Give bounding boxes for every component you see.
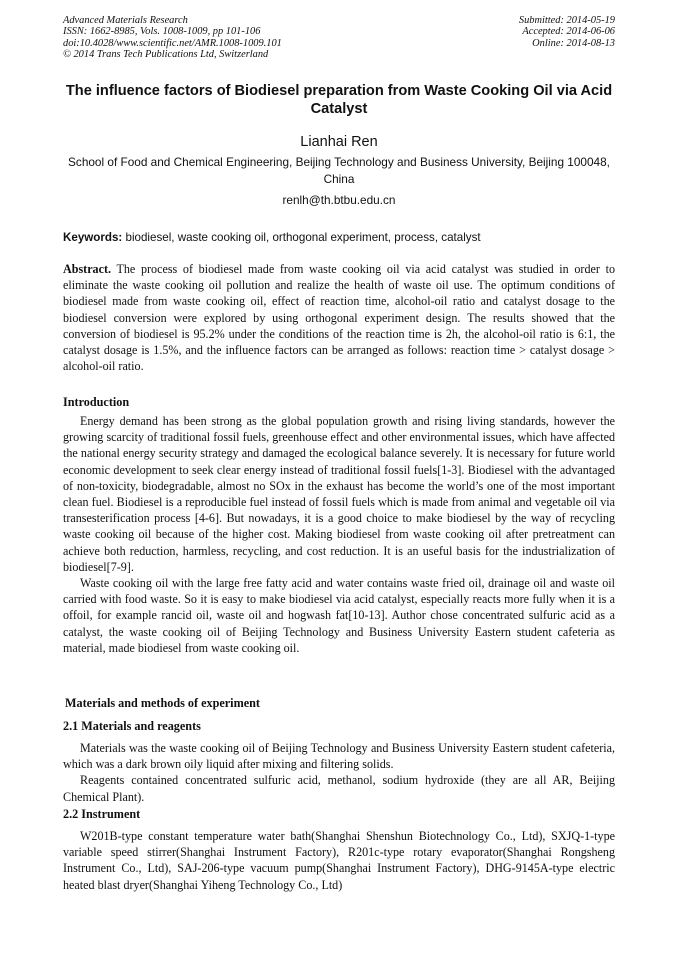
journal-copyright: © 2014 Trans Tech Publications Ltd, Switzerland [63, 48, 269, 60]
materials-body [63, 740, 615, 805]
abstract [63, 261, 615, 374]
instrument-body [63, 828, 615, 893]
keywords-text: biodiesel, waste cooking oil, orthogonal experiment, process, catalyst [122, 231, 481, 244]
paper-title: The influence factors of Biodiesel preparation from Waste Cooking Oil via Acid Catalyst [65, 83, 613, 117]
author-email[interactable]: renlh@th.btbu.edu.cn [282, 193, 396, 207]
materials-paragraph: Materials was the waste cooking oil of Beijing Technology and Business University Eastern student cafeteria, which was a dark brown oily liquid after mixing and filtering solids. [63, 741, 615, 772]
author-name: Lianhai Ren [300, 134, 378, 150]
section-heading-methods: Materials and methods of experiment [65, 696, 260, 710]
journal-name: Advanced Materials Research [63, 15, 188, 26]
journal-header-right [519, 15, 615, 49]
journal-issn: ISSN: 1662-8985, Vols. 1008-1009, pp 101-106 [63, 26, 261, 38]
abstract-text: The process of biodiesel made from waste cooking oil via acid catalyst was studied in order to eliminate the waste cooking oil pollution and realize the health of waste oil use. The optimum conditions of biodiesel made from waste cooking oil, effect of reaction time, alcohol-oil ratio and catalyst dosage to the biodiesel conversion were explored by using orthogonal experiment design. The results showed that the conversion of biodiesel is 95.2% under the conditions of the reaction time is 2h, the alcohol-oil ratio is 6:1, the catalyst dosage is 1.5%, and the influence factors can be arranged as follows: reaction time > catalyst dosage > alcohol-oil ratio. [63, 262, 615, 374]
introduction-paragraph: Energy demand has been strong as the global population growth and rising living standards, however the growing scarcity of traditional fossil fuels, greenhouse effect and other environmental issues, which have affected the national energy security strategy and damaged the ecological balance severely. It is necessary for future world economic development to seek clear energy instead of traditional fossil fuels[1-3]. Biodiesel with the advantaged of non-toxicity, biodegradable, almost no SOx in the exhaust has become the world’s one of the most important clean fuel. Biodiesel is a reproducible fuel instead of fossil fuels which is made from animal and vegetable oil via transesterification process [4-6]. But nowadays, it is a good choice to make biodiesel by the way of recycling waste cooking oil because of the higher cost. Making biodiesel from waste cooking oil after pretreatment can achieve both reduction, harmless, recycling, and cost reduction. It is an useful basis for the industrialization of biodiesel[7-9]. [63, 414, 615, 574]
abstract-label: Abstract. [63, 262, 112, 276]
journal-doi: doi:10.4028/www.scientific.net/AMR.1008-1009.101 [63, 37, 282, 49]
section-heading-introduction: Introduction [63, 395, 130, 409]
accepted-date: Accepted: 2014-06-06 [522, 26, 615, 38]
journal-header-left [63, 15, 282, 60]
introduction-body [63, 413, 615, 656]
instrument-paragraph: W201B-type constant temperature water bath(Shanghai Shenshun Biotechnology Co., Ltd), SXJQ-1-type variable speed stirrer(Shanghai Instrument Factory), R201c-type rotary evaporator(Shanghai Rongsheng Instrument Co., Ltd), SAJ-206-type vacuum pump(Shanghai Instrument Factory), DHG-9145A-type electric heated blast dryer(Shanghai Yiheng Technology Co., Ltd) [63, 829, 615, 892]
submitted-date: Submitted: 2014-05-19 [518, 15, 615, 26]
online-date: Online: 2014-08-13 [532, 37, 615, 49]
reagents-paragraph: Reagents contained concentrated sulfuric acid, methanol, sodium hydroxide (they are all AR, Beijing Chemical Plant). [63, 773, 615, 804]
introduction-paragraph: Waste cooking oil with the large free fatty acid and water contains waste fried oil, drainage oil and waste oil carried with food waste. So it is easy to make biodiesel via acid catalyst, especially reacts more fully when it is a offoil, for example rancid oil, waste oil and hogwash fat[10-13]. Author chose concentrated sulfuric acid as a catalyst, the waste cooking oil of Beijing Technology and Business University Eastern student cafeteria as material, made biodiesel from waste cooking oil. [63, 576, 615, 655]
keywords-label: Keywords: [63, 231, 123, 244]
subsection-heading-instrument: 2.2 Instrument [63, 807, 141, 821]
subsection-heading-materials: 2.1 Materials and reagents [63, 719, 201, 733]
keywords [63, 230, 615, 245]
author-affiliation: School of Food and Chemical Engineering, Beijing Technology and Business University, Beijing 100048, China [68, 155, 610, 186]
